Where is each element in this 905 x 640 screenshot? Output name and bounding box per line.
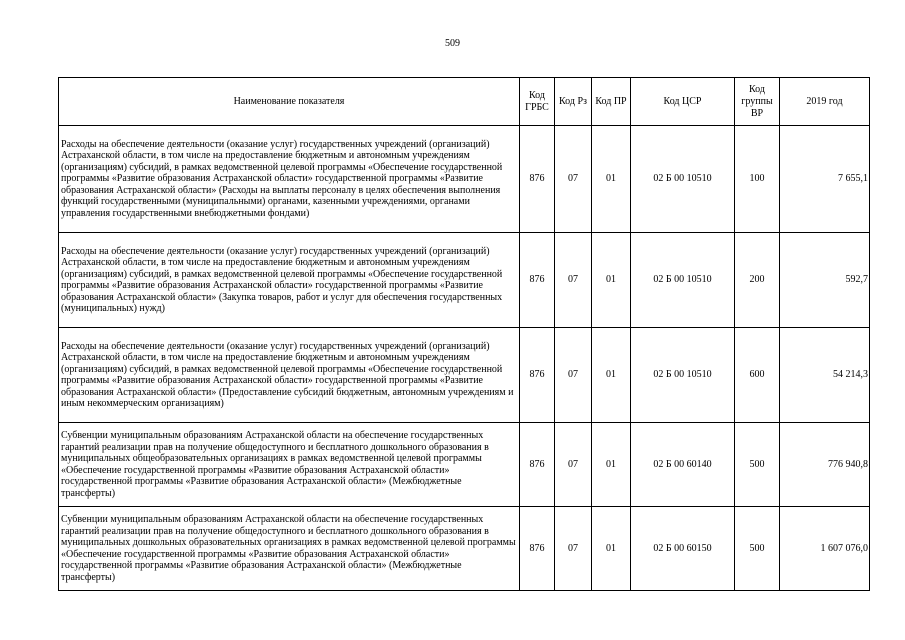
cell-pr: 01 [592, 423, 631, 507]
cell-vr: 500 [735, 423, 780, 507]
budget-table [58, 77, 870, 591]
cell-grbs: 876 [520, 126, 555, 233]
cell-rz: 07 [555, 328, 592, 423]
cell-amount: 1 607 076,0 [780, 507, 870, 591]
cell-name: Расходы на обеспечение деятельности (оказание услуг) государственных учреждений (организаций) Астраханской области, в том числе на предоставление бюджетным и автономным учреждениям (организациям) субсидий, в рамках ведомственной целевой программы «Обеспечение государственной программы «Развитие образования Астраханской области» государственной программы «Развитие образования Астраханской области» (Предоставление субсидий бюджетным, автономным учреждениям и иным некоммерческим организациям) [59, 328, 520, 423]
cell-grbs: 876 [520, 233, 555, 328]
table-row [59, 328, 870, 423]
cell-vr: 500 [735, 507, 780, 591]
table-row [59, 233, 870, 328]
header-vr: Код группы ВР [735, 78, 780, 126]
cell-rz: 07 [555, 233, 592, 328]
cell-vr: 200 [735, 233, 780, 328]
cell-vr: 600 [735, 328, 780, 423]
cell-vr: 100 [735, 126, 780, 233]
header-name: Наименование показателя [59, 78, 520, 126]
header-rz: Код Рз [555, 78, 592, 126]
cell-rz: 07 [555, 507, 592, 591]
cell-rz: 07 [555, 423, 592, 507]
header-pr: Код ПР [592, 78, 631, 126]
cell-csr: 02 Б 00 10510 [631, 233, 735, 328]
cell-name: Субвенции муниципальным образованиям Астраханской области на обеспечение государственных гарантий реализации прав на получение общедоступного и бесплатного дошкольного образования в муниципальных дошкольных образовательных организациях в рамках ведомственной целевой программы «Обеспечение государственной программы «Развитие образования Астраханской области» государственной программы «Развитие образования Астраханской области» (Межбюджетные трансферты) [59, 507, 520, 591]
header-year: 2019 год [780, 78, 870, 126]
table-row [59, 126, 870, 233]
cell-csr: 02 Б 00 10510 [631, 328, 735, 423]
cell-rz: 07 [555, 126, 592, 233]
page-number: 509 [445, 38, 460, 49]
cell-amount: 776 940,8 [780, 423, 870, 507]
cell-pr: 01 [592, 507, 631, 591]
table-body [59, 126, 870, 591]
cell-csr: 02 Б 00 60140 [631, 423, 735, 507]
cell-amount: 7 655,1 [780, 126, 870, 233]
cell-csr: 02 Б 00 10510 [631, 126, 735, 233]
table-row [59, 507, 870, 591]
header-grbs: Код ГРБС [520, 78, 555, 126]
cell-name: Субвенции муниципальным образованиям Астраханской области на обеспечение государственных гарантий реализации прав на получение общедоступного и бесплатного дошкольного образования в муниципальных общеобразовательных организациях в рамках ведомственной целевой программы «Обеспечение государственной программы «Развитие образования Астраханской области» государственной программы «Развитие образования Астраханской области» (Межбюджетные трансферты) [59, 423, 520, 507]
cell-csr: 02 Б 00 60150 [631, 507, 735, 591]
cell-pr: 01 [592, 328, 631, 423]
cell-pr: 01 [592, 126, 631, 233]
cell-amount: 592,7 [780, 233, 870, 328]
cell-grbs: 876 [520, 507, 555, 591]
cell-grbs: 876 [520, 328, 555, 423]
cell-name: Расходы на обеспечение деятельности (оказание услуг) государственных учреждений (организаций) Астраханской области, в том числе на предоставление бюджетным и автономным учреждениям (организациям) субсидий, в рамках ведомственной целевой программы «Обеспечение государственной программы «Развитие образования Астраханской области» государственной программы «Развитие образования Астраханской области» (Закупка товаров, работ и услуг для обеспечения государственных (муниципальных) нужд) [59, 233, 520, 328]
table-row [59, 423, 870, 507]
cell-grbs: 876 [520, 423, 555, 507]
cell-pr: 01 [592, 233, 631, 328]
cell-amount: 54 214,3 [780, 328, 870, 423]
header-csr: Код ЦСР [631, 78, 735, 126]
cell-name: Расходы на обеспечение деятельности (оказание услуг) государственных учреждений (организаций) Астраханской области, в том числе на предоставление бюджетным и автономным учреждениям (организациям) субсидий, в рамках ведомственной целевой программы «Обеспечение государственной программы «Развитие образования Астраханской области» государственной программы «Развитие образования Астраханской области» (Расходы на выплаты персоналу в целях обеспечения выполнения функций государственными (муниципальными) органами, казенными учреждениями, органами управления государственными внебюджетными фондами) [59, 126, 520, 233]
table-header [59, 78, 870, 126]
